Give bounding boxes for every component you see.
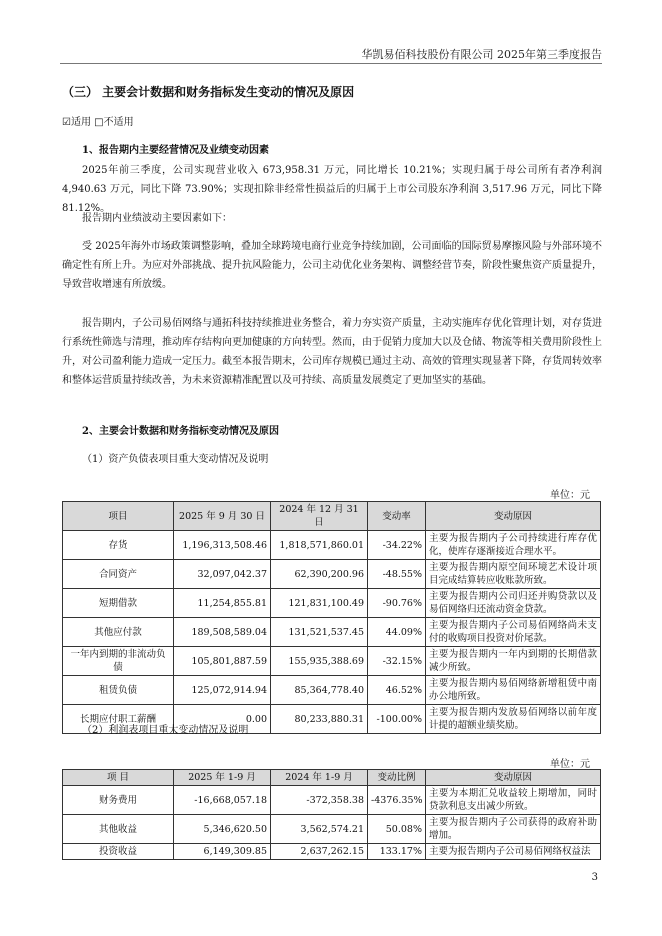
- reason-cell: 主要为报告期内子公司易佰网络权益法: [426, 844, 601, 860]
- current-value-cell: -16,668,057.18: [174, 786, 271, 815]
- applicable-checkbox-line: ☑适用 □不适用: [62, 117, 134, 128]
- page-number: 3: [591, 872, 598, 883]
- table-row: [63, 676, 601, 705]
- current-value-cell: 189,508,589.04: [174, 618, 271, 647]
- balance-sheet-table: [62, 501, 601, 734]
- current-value-cell: 105,801,887.59: [174, 647, 271, 676]
- current-value-cell: 1,196,313,508.46: [174, 531, 271, 560]
- balance-unit-label: 单位：元: [550, 490, 590, 501]
- table-row: [63, 531, 601, 560]
- current-value-cell: 125,072,914.94: [174, 676, 271, 705]
- reason-cell: 主要为报告期内子公司易佰网络尚未支付的收购项目投资对价尾款。: [426, 618, 601, 647]
- change-rate-cell: 50.08%: [368, 815, 426, 844]
- table-row: [63, 560, 601, 589]
- balance-sheet-subtitle: （1）资产负债表项目重大变动情况及说明: [82, 454, 269, 465]
- reason-cell: 主要为报告期内子公司获得的政府补助增加。: [426, 815, 601, 844]
- item-cell: 合同资产: [63, 560, 174, 589]
- table-header-row: [63, 502, 601, 531]
- change-rate-cell: -34.22%: [368, 531, 426, 560]
- current-value-cell: 11,254,855.81: [174, 589, 271, 618]
- reason-cell: 主要为报告期内易佰网络新增租赁中南办公地所致。: [426, 676, 601, 705]
- reason-cell: 主要为报告期内原空间环境艺术设计项目完成结算转应收账款所致。: [426, 560, 601, 589]
- item-cell: 租赁负债: [63, 676, 174, 705]
- table-row: [63, 589, 601, 618]
- previous-value-cell: 2,637,262.15: [271, 844, 368, 860]
- reason-cell: 主要为本期汇兑收益较上期增加，同时贷款利息支出减少所致。: [426, 786, 601, 815]
- change-rate-cell: 46.52%: [368, 676, 426, 705]
- paragraph-inventory-optimization: 报告期内，子公司易佰网络与通拓科技持续推进业务整合，着力夯实资产质量，主动实施库存优化管理计划，对存货进行系统性筛选与清理，推动库存结构向更加健康的方向转型。然而，由于促销力度加大以及仓储、物流等相关费用阶段性上升，对公司盈利能力造成一定压力。截至本报告期末，公司库存规模已通过主动、高效的管理实现显著下降，存货周转效率和整体运营质量持续改善，为未来资源精准配置以及可持续、高质量发展奠定了更加坚实的基础。: [62, 318, 602, 386]
- previous-value-cell: 85,364,778.40: [271, 676, 368, 705]
- previous-value-cell: 1,818,571,860.01: [271, 531, 368, 560]
- item-cell: 其他收益: [63, 815, 174, 844]
- section-title: （三） 主要会计数据和财务指标发生变动的情况及原因: [62, 85, 355, 99]
- table-row: [63, 786, 601, 815]
- reason-cell: 主要为报告期内一年内到期的长期借款减少所致。: [426, 647, 601, 676]
- column-header: 变动比例: [368, 770, 426, 786]
- change-rate-cell: -100.00%: [368, 705, 426, 734]
- table-header-row: [63, 770, 601, 786]
- item-cell: 其他应付款: [63, 618, 174, 647]
- previous-value-cell: 155,935,388.69: [271, 647, 368, 676]
- item-cell: 存货: [63, 531, 174, 560]
- item-cell: 长期应付职工薪酬: [63, 705, 174, 734]
- column-header: 2024 年 12 月 31 日: [271, 502, 368, 531]
- paragraph-external-environment: 受 2025年海外市场政策调整影响，叠加全球跨境电商行业竞争持续加剧，公司面临的国际贸易摩擦风险与外部环境不确定性有所上升。为应对外部挑战、提升抗风险能力，公司主动优化业务架构、调整经营节奏，阶段性聚焦资产质量提升，导致营收增速有所放缓。: [62, 241, 602, 290]
- column-header: 变动原因: [426, 770, 601, 786]
- current-value-cell: 0.00: [174, 705, 271, 734]
- reason-cell: 主要为报告期内公司归还并购贷款以及易佰网络归还流动资金贷款。: [426, 589, 601, 618]
- column-header: 项目: [63, 502, 174, 531]
- column-header: 变动原因: [426, 502, 601, 531]
- subsection-1-title: 1、报告期内主要经营情况及业绩变动因素: [82, 145, 269, 156]
- column-header: 2025 年 9 月 30 日: [174, 502, 271, 531]
- column-header: 2025 年 1-9 月: [174, 770, 271, 786]
- header-divider: [60, 63, 602, 64]
- previous-value-cell: 80,233,880.31: [271, 705, 368, 734]
- table-row: [63, 815, 601, 844]
- income-statement-subtitle: （2）利润表项目重大变动情况及说明: [82, 725, 249, 736]
- column-header: 变动率: [368, 502, 426, 531]
- current-value-cell: 5,346,620.50: [174, 815, 271, 844]
- table-row: [63, 618, 601, 647]
- income-unit-label: 单位：元: [550, 759, 590, 770]
- previous-value-cell: 131,521,537.45: [271, 618, 368, 647]
- change-rate-cell: -90.76%: [368, 589, 426, 618]
- table-row: [63, 844, 601, 860]
- previous-value-cell: 121,831,100.49: [271, 589, 368, 618]
- change-rate-cell: 133.17%: [368, 844, 426, 860]
- item-cell: 投资收益: [63, 844, 174, 860]
- current-value-cell: 6,149,309.85: [174, 844, 271, 860]
- subsection-2-title: 2、主要会计数据和财务指标变动情况及原因: [82, 426, 279, 437]
- reason-cell: 主要为报告期内子公司持续进行库存优化，使库存逐渐接近合理水平。: [426, 531, 601, 560]
- table-row: [63, 647, 601, 676]
- current-value-cell: 32,097,042.37: [174, 560, 271, 589]
- item-cell: 财务费用: [63, 786, 174, 815]
- income-statement-table: [62, 769, 601, 860]
- change-rate-cell: -48.55%: [368, 560, 426, 589]
- paragraph-performance: 2025年前三季度，公司实现营业收入 673,958.31 万元，同比增长 10.21%；实现归属于母公司所有者净利润 4,940.63 万元，同比下降 73.90%；实现扣除非经常性损益后的归属于上市公司股东净利润 3,517.96 万元，同比下降 81.12%。: [62, 165, 602, 214]
- report-header: 华凯易佰科技股份有限公司 2025年第三季度报告: [361, 48, 602, 61]
- change-rate-cell: 44.09%: [368, 618, 426, 647]
- previous-value-cell: -372,358.38: [271, 786, 368, 815]
- item-cell: 一年内到期的非流动负债: [63, 647, 174, 676]
- reason-cell: 主要为报告期内发放易佰网络以前年度计提的超额业绩奖励。: [426, 705, 601, 734]
- previous-value-cell: 3,562,574.21: [271, 815, 368, 844]
- paragraph-factors-intro: 报告期内业绩波动主要因素如下：: [82, 213, 232, 224]
- column-header: 2024 年 1-9 月: [271, 770, 368, 786]
- change-rate-cell: -4376.35%: [368, 786, 426, 815]
- change-rate-cell: -32.15%: [368, 647, 426, 676]
- column-header: 项 目: [63, 770, 174, 786]
- item-cell: 短期借款: [63, 589, 174, 618]
- previous-value-cell: 62,390,200.96: [271, 560, 368, 589]
